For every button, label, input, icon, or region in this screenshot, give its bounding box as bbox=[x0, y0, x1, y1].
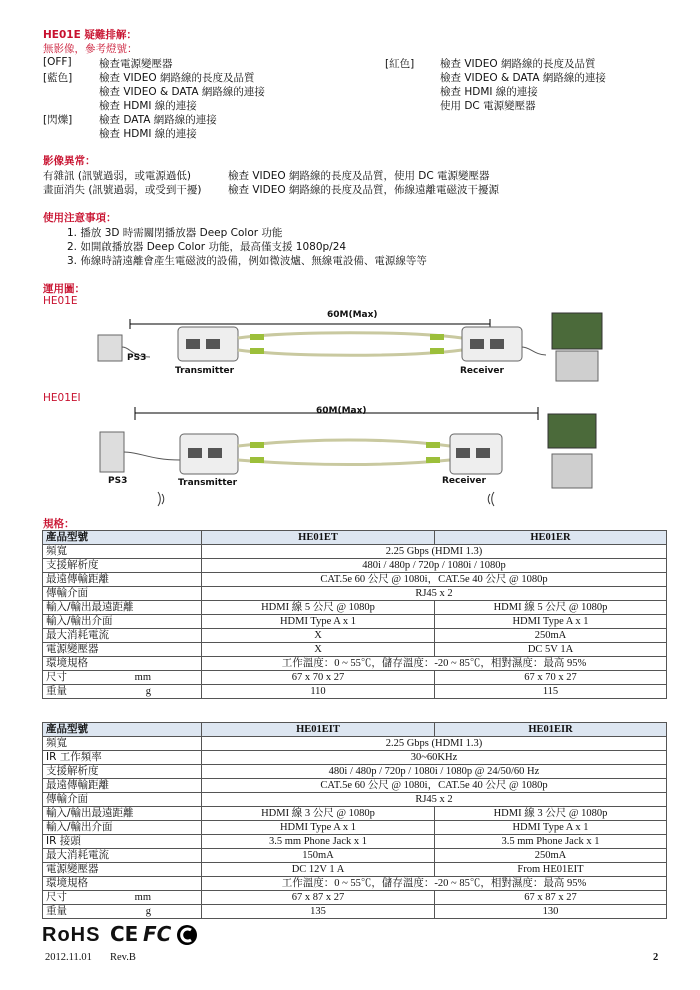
row-value: CAT.5e 60 公尺 @ 1080i，CAT.5e 40 公尺 @ 1080p bbox=[202, 573, 667, 587]
table-row bbox=[43, 629, 667, 643]
row-value-r: 250mA bbox=[435, 849, 667, 863]
rj45-plug-icon bbox=[430, 334, 444, 340]
row-value-t: 3.5 mm Phone Jack x 1 bbox=[202, 835, 435, 849]
row-value-t: HDMI 線 3 公尺 @ 1080p bbox=[202, 807, 435, 821]
issue-symptom: 有雜訊 (訊號過弱，或電源過低) bbox=[43, 170, 192, 182]
diagram2-model: HE01EI bbox=[43, 392, 81, 404]
table-row bbox=[43, 559, 667, 573]
table-header-row bbox=[43, 531, 667, 545]
ts-tag: [OFF] bbox=[43, 56, 72, 68]
row-value-t: 110 bbox=[202, 685, 435, 699]
diagram2-distance: 60M(Max) bbox=[316, 406, 367, 416]
table-row bbox=[43, 657, 667, 671]
ts-tag: [紅色] bbox=[385, 58, 415, 70]
ts-text: 檢查 DATA 網路線的連接 bbox=[99, 114, 217, 126]
diagram1-model: HE01E bbox=[43, 295, 78, 307]
header-cell: HE01EIT bbox=[202, 723, 435, 737]
note-item: 1. 播放 3D 時需關閉播放器 Deep Color 功能 bbox=[67, 227, 283, 239]
image-issue-title: 影像異常： bbox=[43, 155, 96, 167]
table-row bbox=[43, 671, 667, 685]
issue-fix: 檢查 VIDEO 網路線的長度及品質，佈線遠離電磁波干擾源 bbox=[228, 184, 499, 196]
diagram2-tx: Transmitter bbox=[178, 478, 238, 488]
row-label-text: 尺寸 bbox=[46, 671, 67, 683]
row-value-r: HDMI 線 3 公尺 @ 1080p bbox=[435, 807, 667, 821]
header-cell: HE01ET bbox=[202, 531, 435, 545]
diagram1-source: PS3 bbox=[127, 353, 147, 363]
rohs-logo: RoHS bbox=[42, 924, 101, 946]
rj45-plug-icon bbox=[250, 334, 264, 340]
rj45-plug-icon bbox=[250, 457, 264, 463]
row-label: 輸入/輸出介面 bbox=[43, 615, 202, 629]
diagram2 bbox=[90, 402, 610, 512]
row-label: 頻寬 bbox=[43, 737, 202, 751]
table-row bbox=[43, 587, 667, 601]
ts-text: 檢查 VIDEO & DATA 網路線的連接 bbox=[99, 86, 265, 98]
row-label bbox=[43, 671, 202, 685]
table-row bbox=[43, 545, 667, 559]
row-value-t: DC 12V 1 A bbox=[202, 863, 435, 877]
table-row bbox=[43, 849, 667, 863]
row-value-r: 130 bbox=[435, 905, 667, 919]
row-label: 支援解析度 bbox=[43, 559, 202, 573]
ps3-console-icon bbox=[98, 335, 122, 361]
row-label: 傳輸介面 bbox=[43, 793, 202, 807]
row-label-text: 重量 bbox=[46, 685, 67, 697]
row-label: 最遠傳輸距離 bbox=[43, 779, 202, 793]
row-value-t: HDMI Type A x 1 bbox=[202, 821, 435, 835]
row-value-t: 150mA bbox=[202, 849, 435, 863]
ts-text: 使用 DC 電源變壓器 bbox=[440, 100, 536, 112]
diagram2-rx: Receiver bbox=[442, 476, 486, 486]
table-row bbox=[43, 891, 667, 905]
table-row bbox=[43, 615, 667, 629]
spec-table-1 bbox=[42, 530, 667, 699]
row-value-r: 250mA bbox=[435, 629, 667, 643]
row-value-r: DC 5V 1A bbox=[435, 643, 667, 657]
ps3-console-icon bbox=[100, 432, 124, 472]
row-label: IR 接頭 bbox=[43, 835, 202, 849]
issue-fix: 檢查 VIDEO 網路線的長度及品質，使用 DC 電源變壓器 bbox=[228, 170, 490, 182]
table-row bbox=[43, 821, 667, 835]
row-value-t: HDMI Type A x 1 bbox=[202, 615, 435, 629]
ir-signal-icon bbox=[158, 492, 164, 506]
table-row bbox=[43, 573, 667, 587]
row-value-r: HDMI Type A x 1 bbox=[435, 821, 667, 835]
tv-icon bbox=[552, 313, 602, 349]
ts-text: 檢查 HDMI 線的連接 bbox=[440, 86, 538, 98]
header-cell: HE01ER bbox=[435, 531, 667, 545]
header-cell: 產品型號 bbox=[43, 723, 202, 737]
application-title: 運用圖： bbox=[43, 283, 85, 295]
row-label: 輸入/輸出最遠距離 bbox=[43, 807, 202, 821]
table-row bbox=[43, 793, 667, 807]
page-number: 2 bbox=[653, 952, 659, 963]
row-value-r: 67 x 70 x 27 bbox=[435, 671, 667, 685]
row-label bbox=[43, 685, 202, 699]
row-value: 480i / 480p / 720p / 1080i / 1080p bbox=[202, 559, 667, 573]
rj45-plug-icon bbox=[250, 442, 264, 448]
row-label-text: 尺寸 bbox=[46, 891, 67, 903]
table-row bbox=[43, 905, 667, 919]
ts-text: 檢查 VIDEO & DATA 網路線的連接 bbox=[440, 72, 606, 84]
table-row bbox=[43, 765, 667, 779]
c-tick-logo-icon bbox=[176, 924, 198, 946]
row-value-r: 115 bbox=[435, 685, 667, 699]
note-item: 2. 如開啟播放器 Deep Color 功能，最高僅支援 1080p/24 bbox=[67, 241, 347, 253]
row-value-t: HDMI 線 5 公尺 @ 1080p bbox=[202, 601, 435, 615]
row-label: 環境規格 bbox=[43, 657, 202, 671]
table-row bbox=[43, 779, 667, 793]
row-unit: mm bbox=[134, 672, 151, 683]
note-item: 3. 佈線時請遠離會產生電磁波的設備，例如微波爐、無線電設備、電源線等等 bbox=[67, 255, 427, 267]
row-label-text: 重量 bbox=[46, 905, 67, 917]
table-row bbox=[43, 877, 667, 891]
row-label: 電源變壓器 bbox=[43, 863, 202, 877]
row-value: RJ45 x 2 bbox=[202, 587, 667, 601]
troubleshoot-title: HE01E 疑難排解： bbox=[43, 29, 137, 41]
row-value: CAT.5e 60 公尺 @ 1080i，CAT.5e 40 公尺 @ 1080p bbox=[202, 779, 667, 793]
ts-text: 檢查 HDMI 線的連接 bbox=[99, 128, 197, 140]
diagram1-distance: 60M(Max) bbox=[327, 310, 378, 320]
diagram2-source: PS3 bbox=[108, 476, 128, 486]
row-label: IR 工作頻率 bbox=[43, 751, 202, 765]
speaker-icon bbox=[556, 351, 598, 381]
ts-tag: [藍色] bbox=[43, 72, 73, 84]
row-value: 480i / 480p / 720p / 1080i / 1080p @ 24/50/60 Hz bbox=[202, 765, 667, 779]
row-value-r: HDMI Type A x 1 bbox=[435, 615, 667, 629]
row-value: 工作溫度：0 ~ 55℃，儲存溫度：-20 ~ 85℃，相對濕度：最高 95% bbox=[202, 657, 667, 671]
table-row bbox=[43, 601, 667, 615]
tv-icon bbox=[548, 414, 596, 448]
header-cell: 產品型號 bbox=[43, 531, 202, 545]
row-value-t: X bbox=[202, 643, 435, 657]
footer-rev: Rev.B bbox=[110, 952, 136, 963]
row-unit: g bbox=[145, 686, 151, 697]
diagram1-tx: Transmitter bbox=[175, 366, 235, 376]
table-header-row bbox=[43, 723, 667, 737]
row-value-t: X bbox=[202, 629, 435, 643]
spec-title: 規格： bbox=[43, 518, 75, 530]
row-label bbox=[43, 905, 202, 919]
row-value: 工作溫度：0 ~ 55℃，儲存溫度：-20 ~ 85℃，相對濕度：最高 95% bbox=[202, 877, 667, 891]
row-value-t: 67 x 70 x 27 bbox=[202, 671, 435, 685]
row-label: 輸入/輸出介面 bbox=[43, 821, 202, 835]
spec-table-2 bbox=[42, 722, 667, 919]
troubleshoot-subtitle: 無影像，參考燈號： bbox=[43, 43, 138, 55]
ir-signal-icon bbox=[488, 492, 494, 506]
row-label: 支援解析度 bbox=[43, 765, 202, 779]
row-unit: g bbox=[145, 906, 151, 917]
table-row bbox=[43, 807, 667, 821]
table-row bbox=[43, 685, 667, 699]
row-label: 環境規格 bbox=[43, 877, 202, 891]
table-row bbox=[43, 643, 667, 657]
row-value: 30~60KHz bbox=[202, 751, 667, 765]
ts-text: 檢查電源變壓器 bbox=[99, 58, 173, 70]
row-label bbox=[43, 891, 202, 905]
rj45-plug-icon bbox=[250, 348, 264, 354]
row-value-r: 3.5 mm Phone Jack x 1 bbox=[435, 835, 667, 849]
row-label: 最大消耗電流 bbox=[43, 849, 202, 863]
issue-symptom: 畫面消失 (訊號過弱，或受到干擾) bbox=[43, 184, 202, 196]
row-value-t: 135 bbox=[202, 905, 435, 919]
ts-text: 檢查 VIDEO 網路線的長度及品質 bbox=[99, 72, 255, 84]
ce-logo-icon: C​E bbox=[110, 922, 139, 946]
fcc-logo-icon: FC bbox=[143, 922, 172, 946]
row-unit: mm bbox=[134, 892, 151, 903]
table-row bbox=[43, 751, 667, 765]
table-row bbox=[43, 863, 667, 877]
row-value: 2.25 Gbps (HDMI 1.3) bbox=[202, 737, 667, 751]
ts-text: 檢查 HDMI 線的連接 bbox=[99, 100, 197, 112]
rj45-plug-icon bbox=[426, 442, 440, 448]
row-label: 輸入/輸出最遠距離 bbox=[43, 601, 202, 615]
row-value-r: HDMI 線 5 公尺 @ 1080p bbox=[435, 601, 667, 615]
diagram1-rx: Receiver bbox=[460, 366, 504, 376]
footer-date: 2012.11.01 bbox=[45, 952, 92, 963]
row-value: 2.25 Gbps (HDMI 1.3) bbox=[202, 545, 667, 559]
row-value-t: 67 x 87 x 27 bbox=[202, 891, 435, 905]
row-value: RJ45 x 2 bbox=[202, 793, 667, 807]
row-label: 頻寬 bbox=[43, 545, 202, 559]
table-row bbox=[43, 835, 667, 849]
row-label: 電源變壓器 bbox=[43, 643, 202, 657]
row-value-r: 67 x 87 x 27 bbox=[435, 891, 667, 905]
speaker-icon bbox=[552, 454, 592, 488]
table-row bbox=[43, 737, 667, 751]
ts-tag: [閃爍] bbox=[43, 114, 73, 126]
ts-text: 檢查 VIDEO 網路線的長度及品質 bbox=[440, 58, 596, 70]
row-label: 最遠傳輸距離 bbox=[43, 573, 202, 587]
rj45-plug-icon bbox=[426, 457, 440, 463]
row-label: 最大消耗電流 bbox=[43, 629, 202, 643]
header-cell: HE01EIR bbox=[435, 723, 667, 737]
notes-title: 使用注意事項： bbox=[43, 212, 117, 224]
rj45-plug-icon bbox=[430, 348, 444, 354]
row-label: 傳輸介面 bbox=[43, 587, 202, 601]
row-value-r: From HE01EIT bbox=[435, 863, 667, 877]
